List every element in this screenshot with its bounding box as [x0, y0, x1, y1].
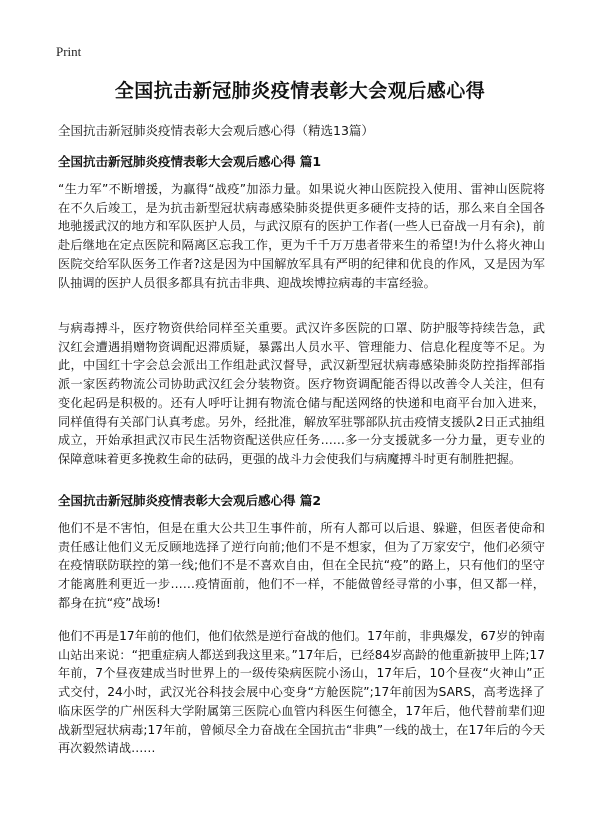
- document-subtitle: 全国抗击新冠肺炎疫情表彰大会观后感心得（精选13篇）: [58, 123, 374, 138]
- section-heading-1: 全国抗击新冠肺炎疫情表彰大会观后感心得 篇1: [58, 154, 322, 169]
- section-1-paragraph-2: 与病毒搏斗，医疗物资供给同样至关重要。武汉许多医院的口罩、防护服等持续告急，武汉红会遭遇捐赠物资调配迟滞质疑，暴露出人员水平、管理能力、信息化程度等不足。为此，中国红十字会总会派出工作组赴武汉督导，武汉新型冠状病毒感染肺炎防控指挥部指派一家医药物流公司协助武汉红会分装物资。医疗物资调配能否得以改善令人关注，但有变化起码是积极的。还有人呼吁让拥有物流仓储与配送网络的快递和电商平台加入进来，同样值得有关部门认真考虑。另外，经批准，解放军驻鄂部队抗击疫情支援队2日正式抽组成立，开始承担武汉市民生活物资配送供应任务……多一分支援就多一分力量，更专业的保障意味着更多挽救生命的砝码，更强的战斗力会使我们与病魔搏斗时更有制胜把握。: [58, 321, 545, 466]
- print-link[interactable]: Print: [56, 44, 82, 59]
- section-1-paragraph-1: “生力军”不断增援，为赢得“战疫”加添力量。如果说火神山医院投入使用、雷神山医院将在不久后竣工，是为抗击新型冠状病毒感染肺炎提供更多硬件支持的话，那么来自全国各地驰援武汉的地方和军队医护人员，与武汉原有的医护工作者(一些人已奋战一月有余)，前赴后继地在定点医院和隔离区忘我工作，更为千千万万患者带来生的希望!为什么将火神山医院交给军队医务工作者?这是因为中国解放军具有严明的纪律和优良的作风，又是因为军队抽调的医护人员很多都具有抗击非典、迎战埃博拉病毒的丰富经验。: [58, 182, 545, 290]
- page-title: 全国抗击新冠肺炎疫情表彰大会观后感心得: [114, 80, 486, 102]
- section-2-paragraph-2: 他们不再是17年前的他们，他们依然是逆行奋战的他们。17年前，非典爆发，67岁的钟南山站出来说：“把重症病人都送到我这里来。”17年后，已经84岁高龄的他重新披甲上阵;17年前，7个昼夜建成当时世界上的一级传染病医院小汤山，17年后，10个昼夜“火神山”正式交付，24小时，武汉光谷科技会展中心变身“方舱医院”;17年前因为SARS，高考选择了临床医学的广州医科大学附属第三医院心血管内科医生何德全，17年后，他代替前辈们迎战新型冠状病毒;17年前，曾倾尽全力奋战在全国抗击“非典”一线的战士，在17年后的今天再次毅然请战……: [58, 629, 545, 756]
- section-2-paragraph-1: 他们不是不害怕，但是在重大公共卫生事件前，所有人都可以后退、躲避，但医者使命和责任感让他们义无反顾地选择了逆行向前;他们不是不想家，但为了万家安宁，他们必须守在疫情联防联控的第一线;他们不是不喜欢自由，但在全民抗“疫”的路上，只有他们的坚守才能离胜利更近一步……疫情面前，他们不一样，不能做曾经寻常的小事，但又都一样，都身在抗“疫”战场!: [58, 521, 545, 610]
- section-heading-2: 全国抗击新冠肺炎疫情表彰大会观后感心得 篇2: [58, 493, 322, 508]
